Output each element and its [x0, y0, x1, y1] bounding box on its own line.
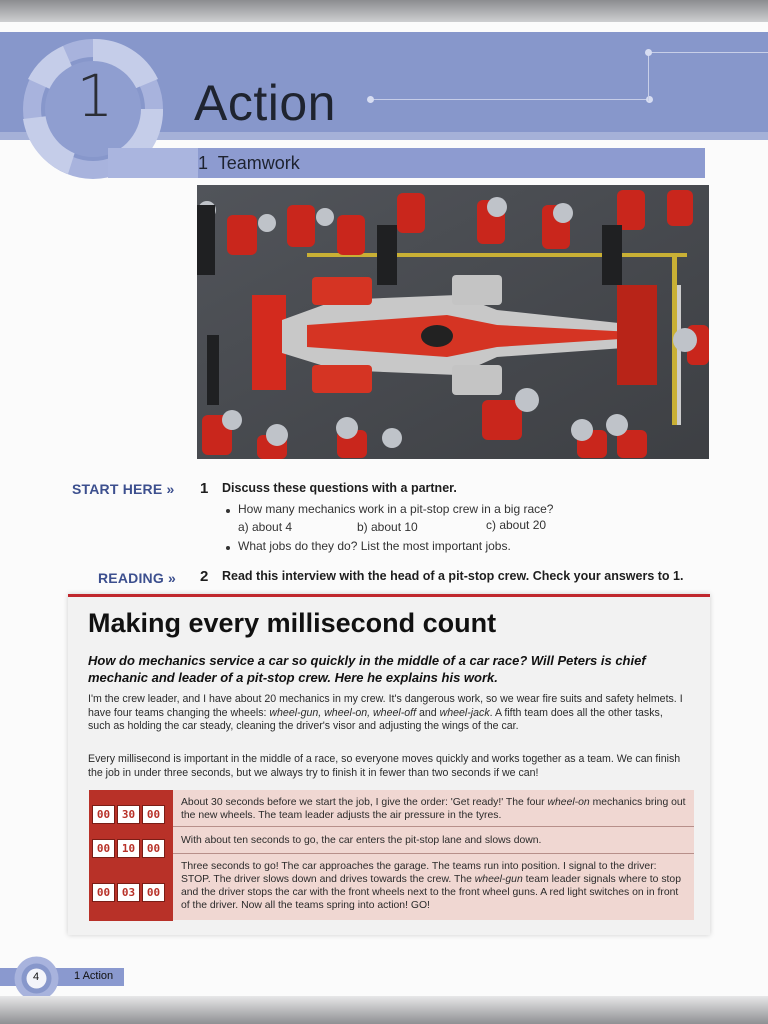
- section-bar-accent: [108, 148, 198, 178]
- countdown-timer: 00 30 00: [92, 803, 169, 821]
- article-intro: How do mechanics service a car so quickly in the middle of a car race? Will Peters is chief mechanic and leader of a pit-stop crew. Here he explains his work.: [88, 653, 646, 685]
- header-decor-dot: [367, 96, 374, 103]
- article-paragraph: I'm the crew leader, and I have about 20 mechanics in my crew. It's dangerous work, so we wear fire suits and safety helmets. I have four teams changing the wheels: wheel-gun, wheel-on, wheel-off and wheel-jack. A fifth team does all the other tasks, such as holding the car steady, cleaning the driver's visor and adjusting the wings of the car.: [88, 693, 683, 732]
- answer-option-c: c) about 20: [486, 518, 547, 532]
- interview-article: [68, 594, 710, 935]
- timeline-row: [173, 827, 694, 854]
- countdown-timer: 00 03 00: [92, 881, 169, 899]
- scan-bottom-edge: [0, 996, 768, 1024]
- reading-label: READING »: [98, 570, 177, 586]
- timeline-table: [89, 790, 694, 921]
- question-text: What jobs do they do? List the most important jobs.: [238, 539, 511, 553]
- timeline-text: With about ten seconds to go, the car enters the pit-stop lane and slows down.: [181, 835, 542, 846]
- bullet-icon: [226, 546, 230, 550]
- pit-stop-photo: [197, 185, 709, 459]
- section-title: [198, 153, 300, 174]
- timeline-text: Three seconds to go! The car approaches the garage. The teams run into position. I signal to the driver: STOP. The driver slows down and drives towards the crew. The wheel-gun team leader signals where to stop and the driver stops the car with the front wheels next to the front wheel guns. A red light switches on in front of the driver. Now all the teams spring into action! GO!: [181, 861, 681, 911]
- article-title: Making every millisecond count: [88, 608, 497, 638]
- section-name: Teamwork: [217, 153, 300, 173]
- question-text: How many mechanics work in a pit-stop crew in a big race?: [238, 502, 554, 516]
- section-number: 1: [198, 153, 209, 173]
- exercise-instruction: Discuss these questions with a partner.: [222, 481, 457, 495]
- timeline-text: About 30 seconds before we start the job, I give the order: 'Get ready!' The four wheel-on mechanics bring out the new wheels. The team leader adjusts the air pressure in the tyres.: [181, 797, 686, 821]
- unit-number: 1: [76, 62, 114, 130]
- header-decor-dot: [645, 49, 652, 56]
- header-decor-frame: [648, 52, 768, 101]
- timeline-row: [173, 854, 694, 920]
- timeline-row: [173, 790, 694, 827]
- footer-unit-label: 1 Action: [74, 970, 114, 982]
- answer-option-b: b) about 10: [357, 520, 418, 534]
- exercise-instruction: Read this interview with the head of a pit-stop crew. Check your answers to 1.: [222, 569, 684, 583]
- start-here-label: START HERE »: [72, 481, 175, 497]
- page-number: 4: [32, 971, 40, 983]
- header-decor-line: [370, 99, 650, 100]
- article-paragraph: Every millisecond is important in the middle of a race, so everyone moves quickly and works together as a team. We can finish the job in under three seconds, but we always try to finish it in fewer than two seconds if we can!: [88, 753, 681, 779]
- exercise-number: 2: [200, 568, 209, 585]
- textbook-page: [0, 22, 768, 1007]
- exercise-number: 1: [200, 480, 209, 497]
- unit-title: Action: [194, 75, 336, 131]
- countdown-timer: 00 10 00: [92, 837, 169, 855]
- bullet-icon: [226, 509, 230, 513]
- pit-stop-illustration: [197, 185, 709, 459]
- answer-option-a: a) about 4: [238, 520, 293, 534]
